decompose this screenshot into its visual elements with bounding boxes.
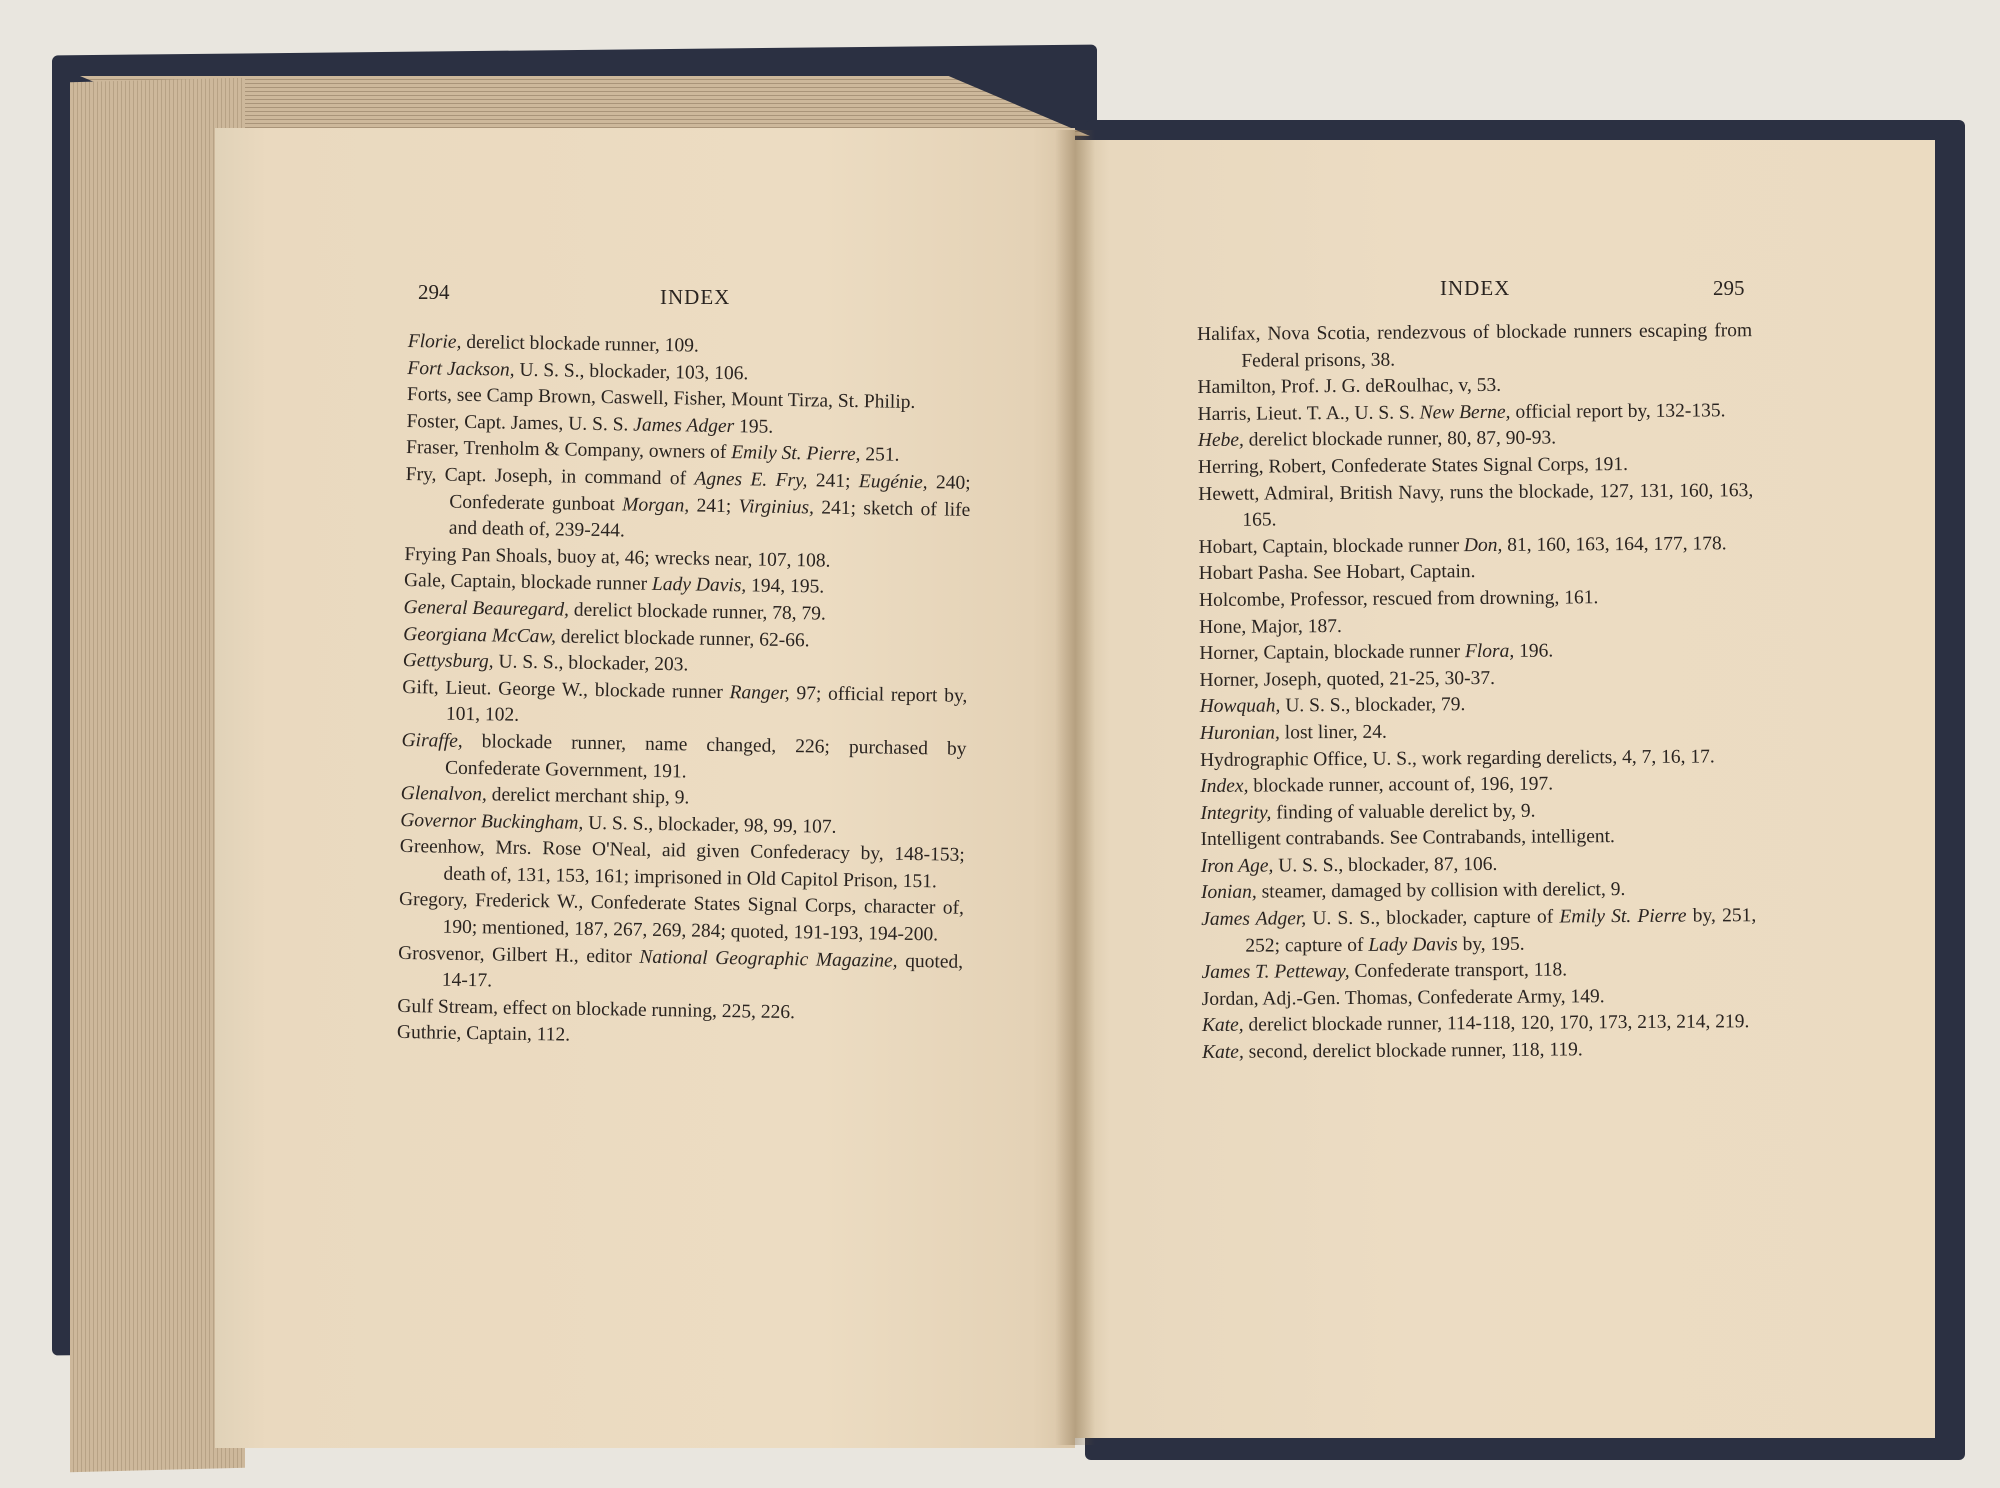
entry-title-italic: James T. Petteway, [1201, 961, 1350, 984]
entry-title-italic: Howquah, [1199, 695, 1281, 718]
entry-title-italic: Governor Buckingham, [400, 809, 584, 834]
entry-text: U. S. S., blockader, 79. [1280, 694, 1466, 717]
entry-text: 241; [807, 470, 860, 493]
entry-title-italic: Lady Davis, [651, 574, 747, 597]
entry-title-italic: Flora, [1464, 640, 1515, 663]
page-number-right: 295 [1713, 276, 1745, 300]
entry-text: 195. [734, 415, 774, 438]
entry-text: Hamilton, Prof. J. G. deRoulhac, v, 53. [1197, 375, 1502, 399]
entry-title-italic: General Beauregard, [403, 596, 570, 621]
entry-title-italic: Ranger, [729, 681, 790, 704]
entry-text: official report by, 132-135. [1510, 400, 1726, 423]
index-entry [402, 675, 968, 737]
entry-text: Halifax, Nova Scotia, rendezvous of blockade runners escaping from Federal prisons, 38. [1197, 320, 1753, 372]
entry-title-italic: James Adger [633, 414, 735, 437]
entry-text: Hewett, Admiral, British Navy, runs the blockade, 127, 131, 160, 163, 165. [1198, 479, 1754, 531]
index-entry [1200, 770, 1755, 800]
entry-title-italic: Glenalvon, [400, 783, 487, 806]
index-entry [1201, 877, 1756, 907]
entry-text: blockade runner, account of, 196, 197. [1248, 773, 1554, 797]
entry-text: by, 195. [1457, 933, 1525, 955]
index-entry [1200, 797, 1755, 827]
entry-text: Greenhow, Mrs. Rose O'Neal, aid given Confederacy by, 148-153; death of, 131, 153, 161; imprisoned in Old Capitol Prison, 151. [399, 836, 965, 893]
entry-title-italic: Hebe, [1197, 430, 1244, 452]
index-entry [405, 462, 971, 551]
index-entry [1197, 318, 1752, 375]
entry-title-italic: Giraffe, [401, 729, 463, 752]
entry-title-italic: Morgan, [622, 493, 690, 516]
entry-text: U. S. S., blockader, 203. [493, 651, 689, 676]
entry-text: U. S. S., blockader, 98, 99, 107. [583, 812, 837, 838]
index-entry [1199, 557, 1754, 587]
entry-text: lost liner, 24. [1279, 721, 1387, 744]
entry-title-italic: Integrity, [1200, 802, 1272, 824]
index-entry [1200, 717, 1755, 747]
entry-text: Jordan, Adj.-Gen. Thomas, Confederate Army, 149. [1201, 986, 1605, 1010]
index-list-right [1197, 318, 1757, 1066]
entry-text: Hobart Pasha. See Hobart, Captain. [1198, 561, 1476, 585]
index-entry [1200, 744, 1755, 774]
entry-text: blockade runner, name changed, 226; purchased by Confederate Government, 191. [444, 730, 967, 782]
entry-text: U. S. S., blockader, capture of [1306, 906, 1560, 930]
entry-text: 241; [689, 495, 739, 517]
entry-title-italic: Ionian, [1200, 882, 1257, 904]
index-entry [1198, 451, 1753, 481]
entry-title-italic: Florie, [407, 330, 462, 353]
index-entry [1201, 956, 1756, 986]
entry-title-italic: Emily St. Pierre, [731, 442, 861, 466]
entry-text: second, derelict blockade runner, 118, 119. [1243, 1039, 1583, 1063]
entry-text: quoted, 14-17. [441, 950, 964, 992]
entry-title-italic: Emily St. Pierre [1559, 905, 1687, 928]
entry-text: Grosvenor, Gilbert H., editor [398, 942, 640, 968]
index-entry [1198, 531, 1753, 561]
entry-title-italic: Don, [1463, 534, 1503, 556]
running-head-left: INDEX [660, 285, 731, 309]
entry-title-italic: Iron Age, [1200, 855, 1274, 877]
page-number-left: 294 [418, 280, 450, 304]
index-entry [1199, 584, 1754, 614]
entry-text: Foster, Capt. James, U. S. S. [406, 410, 634, 436]
entry-text: Forts, see Camp Brown, Caswell, Fisher, Mount Tirza, St. Philip. [406, 384, 916, 414]
entry-text: Gregory, Frederick W., Confederate States Signal Corps, character of, 190; mentioned, 187, 267, 269, 284; quoted, 191-193, 194-200. [398, 889, 965, 946]
index-entry [1199, 637, 1754, 667]
entry-text: Harris, Lieut. T. A., U. S. S. [1197, 402, 1420, 425]
index-entry [1202, 1036, 1757, 1066]
entry-text: by, 251, 252; capture of [1245, 905, 1757, 957]
index-entry [398, 941, 964, 1003]
index-entry [1200, 690, 1755, 720]
entry-text: 240; Confederate gunboat [449, 472, 971, 515]
entry-title-italic: Index, [1200, 775, 1249, 798]
entry-title-italic: Gettysburg, [402, 650, 494, 673]
entry-text: U. S. S., blockader, 103, 106. [514, 359, 749, 384]
index-entry [1202, 983, 1757, 1013]
entry-title-italic: James Adger, [1201, 908, 1307, 931]
entry-text: Herring, Robert, Confederate States Signal Corps, 191. [1197, 453, 1629, 478]
index-list-left [397, 329, 973, 1056]
entry-text: Guthrie, Captain, 112. [396, 1022, 571, 1047]
entry-text: Intelligent contrabands. See Contrabands, intelligent. [1200, 826, 1615, 851]
entry-text: Hone, Major, 187. [1199, 615, 1342, 638]
index-entry [401, 728, 967, 790]
entry-text: 251. [860, 444, 900, 467]
entry-title-italic: New Berne, [1419, 401, 1511, 424]
entry-text: Gale, Captain, blockade runner [403, 570, 653, 596]
index-entry [398, 887, 964, 949]
entry-title-italic: Agnes E. Fry, [694, 468, 808, 492]
entry-text: derelict blockade runner, 78, 79. [568, 599, 827, 625]
entry-text: Fraser, Trenholm & Company, owners of [405, 437, 732, 464]
index-entry [1201, 903, 1756, 960]
entry-title-italic: National Geographic Magazine, [639, 946, 898, 972]
index-entry [1198, 398, 1753, 428]
index-entry [1201, 823, 1756, 853]
index-entry [1201, 850, 1756, 880]
entry-text: Horner, Joseph, quoted, 21-25, 30-37. [1199, 667, 1496, 691]
entry-title-italic: Lady Davis [1368, 933, 1458, 956]
entry-text: Confederate transport, 118. [1349, 959, 1568, 983]
entry-text: Gulf Stream, effect on blockade running, 225, 226. [397, 995, 796, 1024]
index-entry [1199, 611, 1754, 641]
entry-text: Horner, Captain, blockade runner [1199, 641, 1466, 665]
entry-text: Frying Pan Shoals, buoy at, 46; wrecks near, 107, 108. [404, 543, 831, 572]
entry-text: derelict blockade runner, 62-66. [555, 625, 810, 651]
entry-title-italic: Eugénie, [858, 471, 928, 494]
index-entry [399, 834, 965, 896]
entry-title-italic: Virginius, [738, 495, 815, 518]
entry-text: derelict merchant ship, 9. [486, 784, 690, 809]
entry-text: Hydrographic Office, U. S., work regarding derelicts, 4, 7, 16, 17. [1199, 745, 1715, 771]
entry-text: Fry, Capt. Joseph, in command of [405, 463, 695, 490]
entry-title-italic: Huronian, [1199, 722, 1280, 744]
entry-text: steamer, damaged by collision with derelict, 9. [1256, 879, 1626, 904]
entry-text: 97; official report by, 101, 102. [445, 682, 968, 727]
index-entry [1198, 478, 1753, 535]
index-entry [1198, 424, 1753, 454]
entry-title-italic: Kate, [1201, 1015, 1244, 1037]
index-entry [1197, 371, 1752, 401]
entry-text: U. S. S., blockader, 87, 106. [1273, 853, 1498, 877]
entry-text: 241; sketch of life and death of, 239-244. [448, 496, 971, 542]
index-entry [1199, 664, 1754, 694]
book-gutter [1055, 130, 1095, 1445]
entry-text: Hobart, Captain, blockade runner [1198, 534, 1464, 558]
entry-text: 194, 195. [746, 575, 825, 598]
entry-title-italic: Georgiana McCaw, [403, 623, 557, 647]
running-head-right: INDEX [1440, 276, 1511, 300]
index-entry [1202, 1010, 1757, 1040]
entry-title-italic: Kate, [1202, 1041, 1244, 1064]
entry-text: Holcombe, Professor, rescued from drowning, 161. [1198, 587, 1599, 611]
entry-title-italic: Fort Jackson, [407, 357, 515, 381]
entry-text: finding of valuable derelict by, 9. [1271, 800, 1536, 824]
entry-text: Gift, Lieut. George W., blockade runner [402, 676, 730, 703]
entry-text: derelict blockade runner, 114-118, 120, 170, 173, 213, 214, 219. [1243, 1011, 1750, 1037]
entry-text: derelict blockade runner, 80, 87, 90-93. [1243, 427, 1557, 452]
entry-text: 196. [1514, 640, 1554, 662]
entry-text: derelict blockade runner, 109. [461, 331, 700, 357]
entry-text: 81, 160, 163, 164, 177, 178. [1502, 533, 1727, 556]
